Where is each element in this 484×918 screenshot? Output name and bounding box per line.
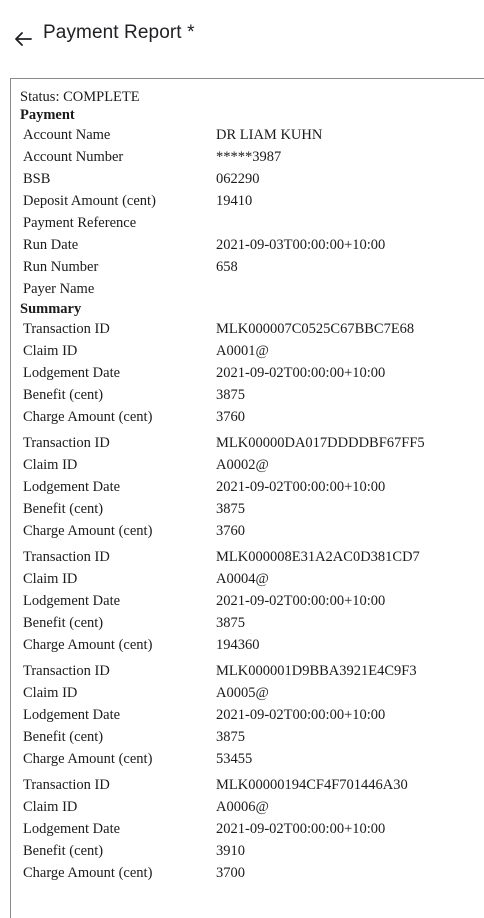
field-value: 3875 [216,501,245,517]
field-value: 3910 [216,843,245,859]
payment-row-account-name [20,124,385,146]
txn-row-lodgement-date [20,704,417,726]
field-value: 3700 [216,865,245,881]
txn-row-charge-amount [20,634,420,656]
payment-table [20,124,385,300]
summary-section-title: Summary [20,301,82,317]
payment-row-bsb [20,168,385,190]
page-title: Payment Report * [43,22,195,43]
field-label: Account Number [23,149,124,165]
field-value: MLK00000DA017DDDDBF67FF5 [216,435,425,451]
field-value: 2021-09-03T00:00:00+10:00 [216,237,386,253]
payment-row-run-date [20,234,385,256]
field-value: 2021-09-02T00:00:00+10:00 [216,821,386,837]
txn-row-transaction-id [20,318,414,340]
field-value: A0002@ [216,457,269,473]
field-label: Payment Reference [23,215,137,231]
txn-row-charge-amount [20,406,414,428]
txn-row-benefit [20,384,414,406]
txn-row-charge-amount [20,520,425,542]
field-value: 2021-09-02T00:00:00+10:00 [216,707,386,723]
field-value: A0006@ [216,799,269,815]
field-label: Claim ID [23,343,78,359]
field-value: 3760 [216,523,245,539]
field-value: 2021-09-02T00:00:00+10:00 [216,365,386,381]
txn-row-charge-amount [20,862,408,884]
field-label: Charge Amount (cent) [23,637,153,653]
field-label: Transaction ID [23,435,110,451]
transaction-table [20,432,425,542]
field-value: A0005@ [216,685,269,701]
field-label: Deposit Amount (cent) [23,193,156,209]
app-header [0,0,484,70]
field-value: MLK000008E31A2AC0D381CD7 [216,549,420,565]
field-value: 3760 [216,409,245,425]
txn-row-transaction-id [20,432,425,454]
status-text: Status: COMPLETE [20,89,140,105]
field-label: Benefit (cent) [23,387,104,403]
txn-row-benefit [20,726,417,748]
txn-row-transaction-id [20,774,408,796]
field-label: Transaction ID [23,321,110,337]
field-value: 3875 [216,387,245,403]
field-label: Claim ID [23,685,78,701]
field-label: Run Date [23,237,79,253]
field-label: Charge Amount (cent) [23,523,153,539]
txn-row-claim-id [20,568,420,590]
txn-row-benefit [20,840,408,862]
field-value [216,278,385,300]
txn-row-claim-id [20,340,414,362]
txn-row-claim-id [20,454,425,476]
payment-row-run-number [20,256,385,278]
txn-row-lodgement-date [20,818,408,840]
field-label: Lodgement Date [23,365,121,381]
field-label: Claim ID [23,799,78,815]
field-value: 2021-09-02T00:00:00+10:00 [216,479,386,495]
field-value: 062290 [216,171,260,187]
field-value: 3875 [216,615,245,631]
field-label: Transaction ID [23,663,110,679]
field-label: Account Name [23,127,111,143]
back-arrow-icon[interactable] [12,28,34,50]
field-value: A0004@ [216,571,269,587]
field-value: 2021-09-02T00:00:00+10:00 [216,593,386,609]
txn-row-lodgement-date [20,476,425,498]
field-label: Claim ID [23,457,78,473]
field-label: Run Number [23,259,99,275]
transaction-table [20,774,408,884]
field-label: Payer Name [23,281,95,297]
payment-row-payer-name [20,278,385,300]
field-label: Benefit (cent) [23,843,104,859]
field-value: MLK00000194CF4F701446A30 [216,777,408,793]
field-value: 53455 [216,751,253,767]
field-value: A0001@ [216,343,269,359]
field-label: BSB [23,171,51,187]
txn-row-lodgement-date [20,590,420,612]
field-label: Transaction ID [23,777,110,793]
txn-row-charge-amount [20,748,417,770]
field-value: 3875 [216,729,245,745]
transaction-table [20,660,417,770]
field-label: Lodgement Date [23,821,121,837]
payment-report [20,88,475,884]
field-label: Charge Amount (cent) [23,409,153,425]
field-label: Benefit (cent) [23,501,104,517]
field-label: Lodgement Date [23,707,121,723]
field-label: Transaction ID [23,549,110,565]
field-label: Benefit (cent) [23,729,104,745]
field-value: 19410 [216,193,253,209]
field-label: Charge Amount (cent) [23,751,153,767]
transaction-table [20,546,420,656]
field-value: MLK000007C0525C67BBC7E68 [216,321,415,337]
txn-row-claim-id [20,682,417,704]
txn-row-benefit [20,612,420,634]
field-value: MLK000001D9BBA3921E4C9F3 [216,663,417,679]
payment-section-title: Payment [20,107,75,123]
transaction-table [20,318,414,428]
field-value: DR LIAM KUHN [216,127,323,143]
txn-row-lodgement-date [20,362,414,384]
txn-row-transaction-id [20,546,420,568]
field-label: Lodgement Date [23,479,121,495]
payment-row-payment-reference [20,212,385,234]
field-value [216,212,385,234]
field-label: Benefit (cent) [23,615,104,631]
field-value: 194360 [216,637,260,653]
field-value: 658 [216,259,238,275]
txn-row-transaction-id [20,660,417,682]
txn-row-benefit [20,498,425,520]
field-label: Claim ID [23,571,78,587]
payment-row-deposit-amount [20,190,385,212]
field-value: *****3987 [216,149,282,165]
payment-row-account-number [20,146,385,168]
txn-row-claim-id [20,796,408,818]
field-label: Charge Amount (cent) [23,865,153,881]
field-label: Lodgement Date [23,593,121,609]
